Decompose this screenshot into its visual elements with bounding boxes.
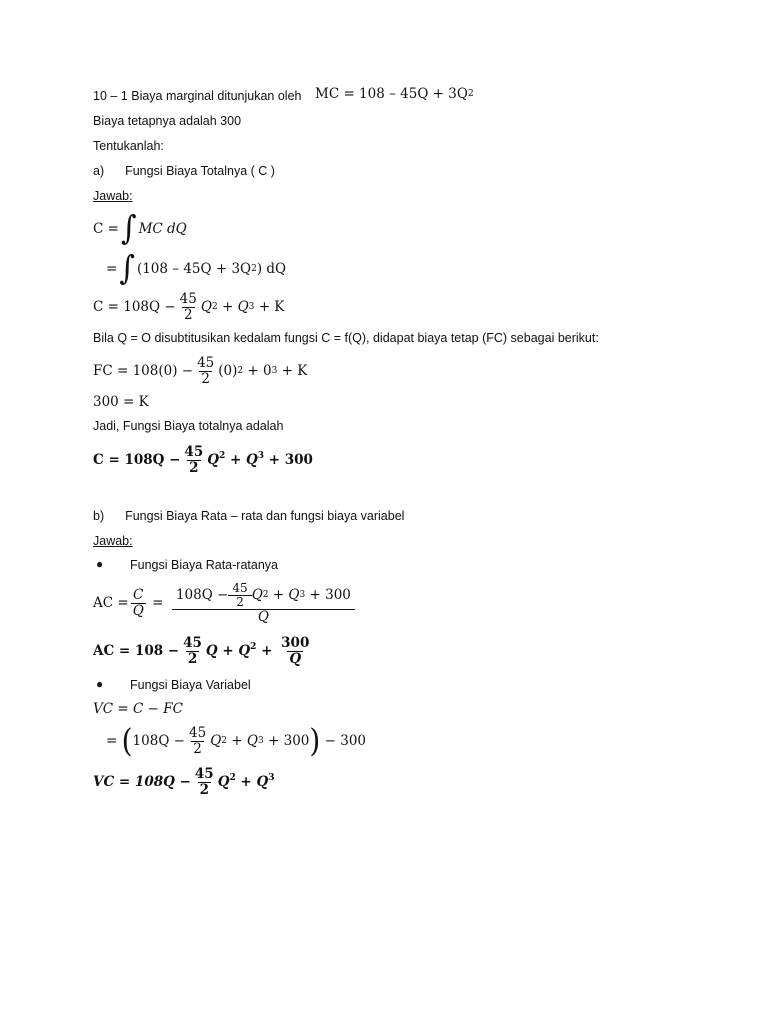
bullet-icon: ● <box>96 557 104 571</box>
part-b-title: Fungsi Biaya Rata – rata dan fungsi biaya variabel <box>125 509 405 523</box>
average-cost-function-final: AC = 108 − $\frac{45}{2}$ $Q + Q^2$ + $\frac{300}{Q}$ <box>93 635 310 667</box>
integral-equation-1: C = ∫ MC dQ <box>93 209 187 248</box>
problem-intro: 10 – 1 Biaya marginal ditunjukan oleh <box>93 89 302 103</box>
constant-result: 300 = K <box>93 394 149 410</box>
fraction: $\frac{45}{2}$ <box>194 766 214 798</box>
variable-cost-function-final: VC = 108Q − $\frac{45}{2}$ $Q^2 + Q^3$ <box>93 766 275 798</box>
variable-cost-heading: Fungsi Biaya Variabel <box>130 678 251 692</box>
integral-equation-2: = ∫ (108 – 45Q + 3Q 2 ) dQ <box>106 249 287 288</box>
problem-statement-line <box>93 88 301 104</box>
total-cost-with-constant: C = 108Q − $\frac{45}{2}$ Q 2 + Q 3 + K <box>93 291 285 323</box>
fraction: 108Q − $\frac{45}{2}$ Q 2 + Q 3 + 300 Q <box>174 582 353 623</box>
part-a-answer-label: Jawab: <box>93 189 133 203</box>
fraction: $\frac{300}{Q}$ <box>281 635 310 667</box>
part-a-heading: a) Fungsi Biaya Totalnya ( C ) <box>93 164 275 178</box>
integral-symbol: ∫ <box>120 209 137 248</box>
conclusion-statement: Jadi, Fungsi Biaya totalnya adalah <box>93 419 284 433</box>
fixed-cost-equation: FC = 108(0) − $\frac{45}{2}$ (0) 2 + 0 3 + K <box>93 355 308 387</box>
bullet-icon: ● <box>96 677 104 691</box>
task-label: Tentukanlah: <box>93 139 164 153</box>
fraction: $\frac{45}{2}$ <box>183 635 202 667</box>
part-a-title: Fungsi Biaya Totalnya ( C ) <box>125 164 275 178</box>
part-b-heading: b) Fungsi Biaya Rata – rata dan fungsi biaya variabel <box>93 509 405 523</box>
mc-formula: MC = 108 – 45Q + 3Q 2 <box>315 86 474 102</box>
fraction: $\frac{45}{2}$ <box>184 444 204 476</box>
total-cost-function-final: C = 108Q − $\frac{45}{2}$ $Q^2 + Q^3$ + 300 <box>93 444 313 476</box>
fixed-cost-statement: Biaya tetapnya adalah 300 <box>93 114 242 128</box>
fraction: $\frac{45}{2}$ <box>179 291 197 323</box>
substitution-statement: Bila Q = O disubtitusikan kedalam fungsi C = f(Q), didapat biaya tetap (FC) sebagai berikut: <box>93 331 599 345</box>
integral-symbol: ∫ <box>119 249 135 288</box>
fraction: $\frac{45}{2}$ <box>189 725 207 757</box>
fraction: $\frac{C}{Q}$ <box>132 587 144 619</box>
fraction: $\frac{45}{2}$ <box>197 355 215 387</box>
variable-cost-equation-2: = ( 108Q − $\frac{45}{2}$ Q 2 + Q 3 + 300 ) − 300 <box>106 721 366 760</box>
average-cost-equation-1: AC = $\frac{C}{Q}$ = 108Q − $\frac{45}{2}$ Q 2 + Q 3 + 300 Q <box>93 580 355 626</box>
variable-cost-definition: VC = C − FC <box>93 701 183 717</box>
part-b-answer-label: Jawab: <box>93 534 133 548</box>
average-cost-heading: Fungsi Biaya Rata-ratanya <box>130 558 278 572</box>
